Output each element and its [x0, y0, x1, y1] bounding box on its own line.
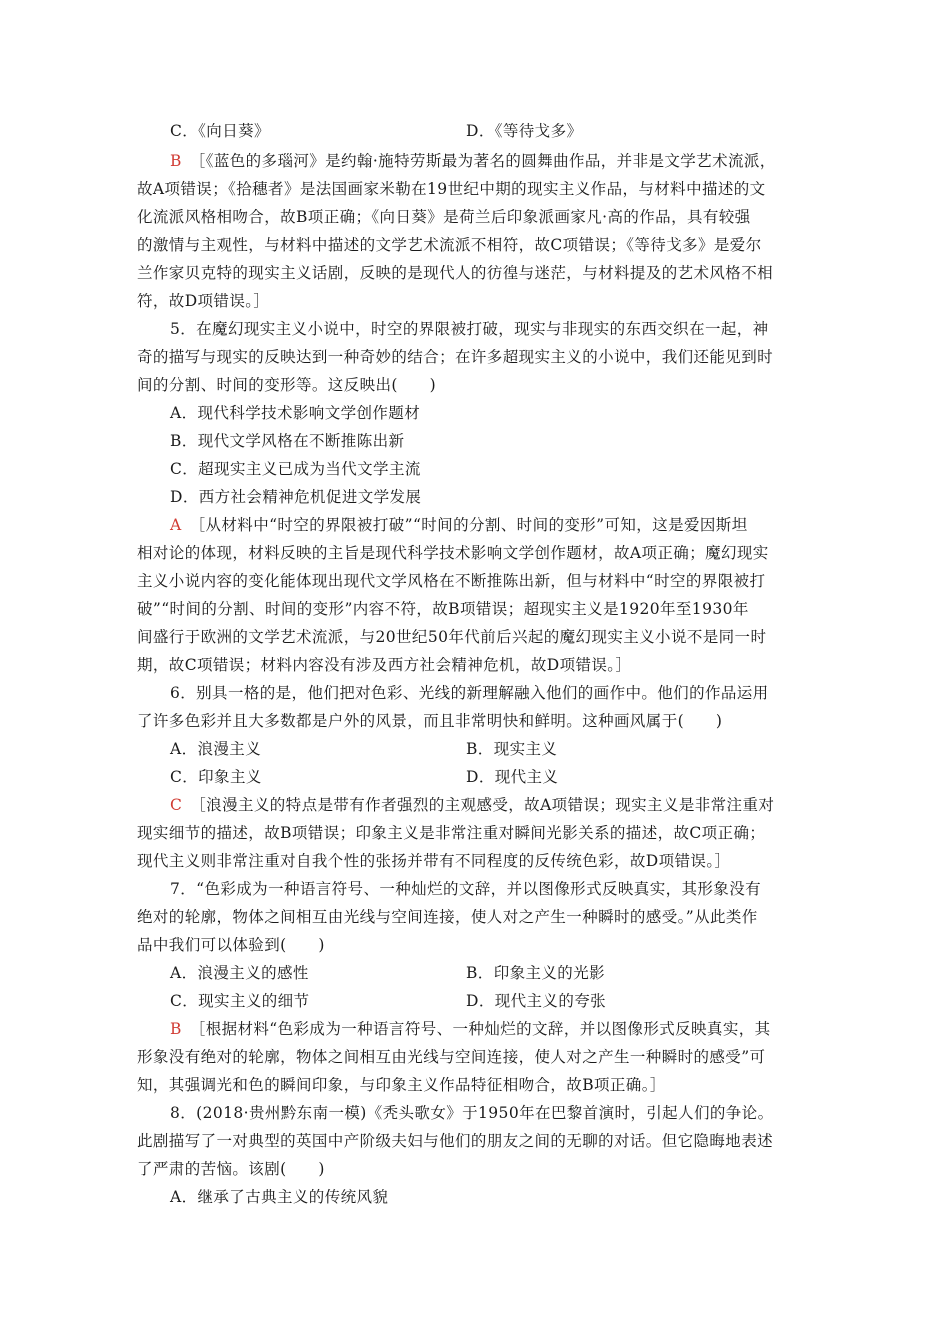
text-line [170, 402, 420, 424]
line-text: 知，其强调光和色的瞬间印象，与印象主义作品特征相吻合，故B项正确。］ [137, 1076, 666, 1094]
text-line [137, 598, 749, 620]
line-text: A．现代科学技术影响文学创作题材 [170, 404, 421, 422]
text-line [170, 682, 769, 704]
line-text: 现实细节的描述，故B项错误；印象主义是非常注重对瞬间光影关系的描述，故C项正确； [137, 824, 766, 842]
text-line [137, 1158, 325, 1180]
option-left: A．浪漫主义 [170, 740, 262, 758]
option-right: D．现代主义 [466, 768, 559, 786]
text-line [170, 430, 404, 452]
option-right: D．现代主义的夸张 [466, 992, 607, 1010]
text-line [137, 1046, 765, 1068]
line-text: 破”“时间的分割、时间的变形”内容不符，故B项错误；超现实主义是1920年至1930年 [137, 600, 749, 618]
text-line [170, 150, 776, 172]
line-text: 兰作家贝克特的现实主义话剧，反映的是现代人的彷徨与迷茫，与材料提及的艺术风格不相 [137, 264, 774, 282]
text-line [137, 374, 436, 396]
text-line [170, 514, 748, 536]
text-line [170, 738, 261, 760]
line-text: 间盛行于欧洲的文学艺术流派，与20世纪50年代前后兴起的魔幻现实主义小说不是同一时 [137, 628, 767, 646]
text-line [137, 906, 758, 928]
option-right: D．《等待戈多》 [466, 122, 583, 140]
text-line [170, 766, 262, 788]
option-left: C．《向日葵》 [170, 122, 270, 140]
line-text: 间的分割、时间的变形等。这反映出( ) [137, 376, 437, 394]
option-left: A．浪漫主义的感性 [170, 964, 309, 982]
text-line [137, 822, 765, 844]
option-right: B．现实主义 [466, 740, 558, 758]
text-line [137, 850, 730, 872]
line-text: 了许多色彩并且大多数都是户外的风景，而且非常明快和鲜明。这种画风属于( ) [137, 712, 723, 730]
text-line [170, 878, 761, 900]
line-text: 5．在魔幻现实主义小说中，时空的界限被打破，现实与非现实的东西交织在一起，神 [170, 320, 769, 338]
answer-letter: A [170, 516, 182, 534]
text-line [137, 710, 722, 732]
line-text: 6．别具一格的是，他们把对色彩、光线的新理解融入他们的画作中。他们的作品运用 [170, 684, 769, 702]
line-text: 形象没有绝对的轮廓，物体之间相互由光线与空间连接，使人对之产生一种瞬时的感受”可 [137, 1048, 766, 1066]
line-text: ［从材料中“时空的界限被打破”“时间的分割、时间的变形”可知，这是爱因斯坦 [189, 516, 748, 534]
line-text: 期，故C项错误；材料内容没有涉及西方社会精神危机，故D项错误。］ [137, 656, 632, 674]
text-line [137, 206, 751, 228]
option-right: B．印象主义的光影 [466, 964, 605, 982]
line-text: D．西方社会精神危机促进文学发展 [170, 488, 422, 506]
text-line [170, 1186, 388, 1208]
line-text: 故A项错误；《拾穗者》是法国画家米勒在19世纪中期的现实主义作品，与材料中描述的文 [137, 180, 766, 198]
text-line [170, 1018, 771, 1040]
line-text: 奇的描写与现实的反映达到一种奇妙的结合；在许多超现实主义的小说中，我们还能见到时 [137, 348, 774, 366]
text-line [137, 178, 766, 200]
answer-letter: B [170, 1020, 182, 1038]
text-line [137, 626, 766, 648]
line-text: ［浪漫主义的特点是带有作者强烈的主观感受，故A项错误；现实主义是非常注重对 [190, 796, 775, 814]
text-line [137, 1130, 773, 1152]
text-line [137, 234, 762, 256]
line-text: 7．“色彩成为一种语言符号、一种灿烂的文辞，并以图像形式反映真实，其形象没有 [170, 880, 761, 898]
line-text: 相对论的体现，材料反映的主旨是现代科学技术影响文学创作题材，故A项正确；魔幻现实 [137, 544, 769, 562]
line-text: 现代主义则非常注重对自我个性的张扬并带有不同程度的反传统色彩，故D项错误。］ [137, 852, 731, 870]
text-line [137, 654, 631, 676]
line-text: ［根据材料“色彩成为一种语言符号、一种灿烂的文辞，并以图像形式反映真实，其 [189, 1020, 771, 1038]
answer-letter: B [170, 152, 182, 170]
line-text: B．现代文学风格在不断推陈出新 [170, 432, 405, 450]
text-line [137, 934, 325, 956]
line-text: 8．(2018·贵州黔东南一模)《秃头歌女》于1950年在巴黎首演时，引起人们的争论。 [170, 1104, 774, 1122]
text-line [170, 794, 774, 816]
line-text: 品中我们可以体验到( ) [137, 936, 325, 954]
line-text: 符，故D项错误。］ [137, 292, 270, 310]
text-line [170, 486, 421, 508]
text-line [137, 542, 769, 564]
line-text: 此剧描写了一对典型的英国中产阶级夫妇与他们的朋友之间的无聊的对话。但它隐晦地表述 [137, 1132, 774, 1150]
text-line [170, 120, 270, 142]
line-text: ［《蓝色的多瑙河》是约翰·施特劳斯最为著名的圆舞曲作品，并非是文学艺术流派， [189, 152, 776, 170]
line-text: 主义小说内容的变化能体现出现代文学风格在不断推陈出新，但与材料中“时空的界限被打 [137, 572, 766, 590]
line-text: 绝对的轮廓，物体之间相互由光线与空间连接，使人对之产生一种瞬时的感受。”从此类作 [137, 908, 758, 926]
text-line [137, 262, 773, 284]
line-text: 的激情与主观性，与材料中描述的文学艺术流派不相符，故C项错误；《等待戈多》是爱尔 [137, 236, 762, 254]
line-text: 化流派风格相吻合，故B项正确；《向日葵》是荷兰后印象派画家凡·高的作品，具有较强 [137, 208, 751, 226]
text-line [137, 1074, 666, 1096]
text-line [170, 1102, 773, 1124]
line-text: 了严肃的苦恼。该剧( ) [137, 1160, 325, 1178]
text-line [137, 570, 765, 592]
line-text: C．超现实主义已成为当代文学主流 [170, 460, 421, 478]
text-line [170, 990, 309, 1012]
line-text: A．继承了古典主义的传统风貌 [170, 1188, 389, 1206]
text-line [137, 346, 773, 368]
text-line [170, 962, 309, 984]
option-left: C．印象主义 [170, 768, 262, 786]
text-line [170, 318, 769, 340]
option-left: C．现实主义的细节 [170, 992, 310, 1010]
text-line [170, 458, 421, 480]
text-line [137, 290, 269, 312]
answer-letter: C [170, 796, 183, 814]
